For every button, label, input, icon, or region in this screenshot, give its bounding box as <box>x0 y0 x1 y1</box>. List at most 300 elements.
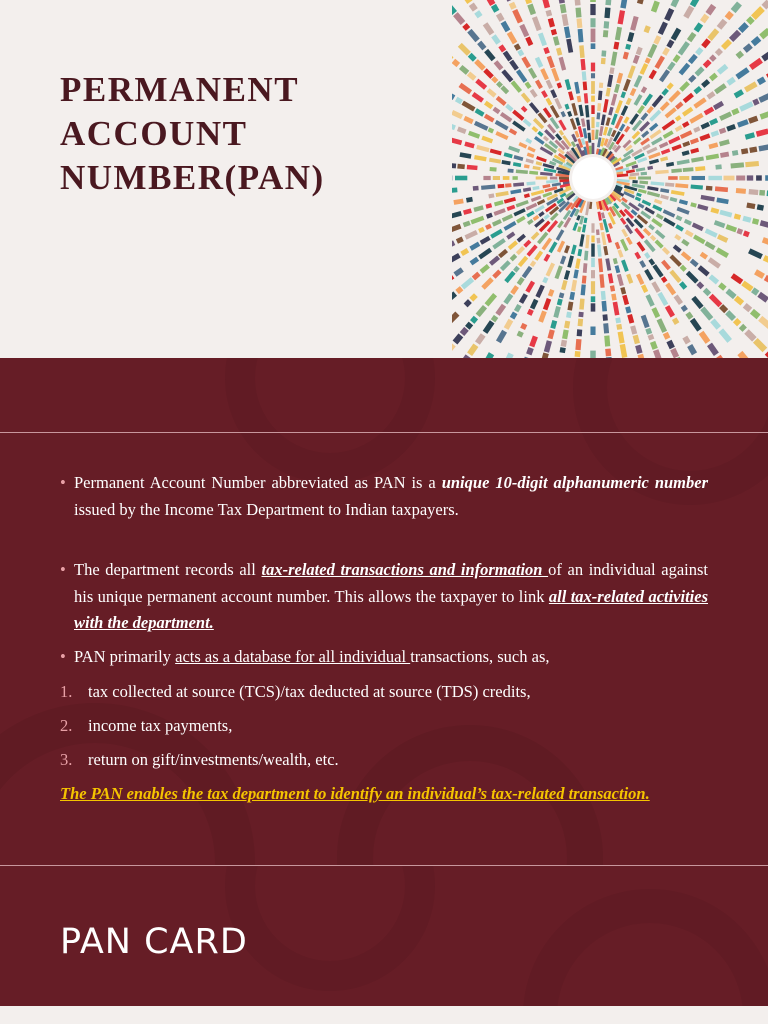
mosaic-tile <box>517 217 525 222</box>
emphasis-text: unique 10-digit alphanumeric number <box>441 473 709 492</box>
mosaic-tile <box>696 24 701 31</box>
mosaic-tile <box>547 99 551 105</box>
mosaic-tile <box>727 126 735 129</box>
mosaic-tile <box>471 4 475 10</box>
bullet-text <box>60 557 708 637</box>
mosaic-tile <box>709 145 718 147</box>
mosaic-tile <box>536 252 542 260</box>
mosaic-tile <box>705 109 713 114</box>
text-run: of an individual against his unique permanent account number. This allows the taxpayer to link <box>74 560 709 606</box>
mosaic-tile <box>452 190 457 191</box>
mosaic-tile <box>608 349 609 356</box>
mosaic-tile <box>659 319 665 332</box>
mosaic-tile <box>731 165 744 166</box>
item-number: 3. <box>60 750 73 769</box>
mosaic-tile <box>505 185 511 186</box>
mosaic-tile <box>586 93 587 103</box>
mosaic-tile <box>458 166 465 167</box>
mosaic-tile <box>529 348 531 354</box>
mosaic-tile <box>581 45 582 57</box>
mosaic-tile <box>581 216 583 224</box>
mosaic-tile <box>577 118 579 126</box>
mosaic-tile <box>517 247 523 253</box>
mosaic-tile <box>579 96 580 102</box>
mosaic-tile <box>545 255 549 261</box>
mosaic-tile <box>758 79 764 83</box>
numbered-item <box>60 747 708 774</box>
mosaic-tile <box>531 90 536 97</box>
mosaic-tile <box>665 333 668 339</box>
mosaic-tile <box>631 114 638 124</box>
mosaic-tile <box>667 9 672 20</box>
mosaic-tile <box>497 98 505 105</box>
mosaic-tile <box>536 163 542 165</box>
mosaic-tile <box>532 233 538 239</box>
mosaic-tile <box>509 33 515 44</box>
mosaic-tile <box>548 80 552 88</box>
mosaic-tile <box>676 217 681 219</box>
mosaic-tile <box>582 139 584 145</box>
emphasis-text: tax-related transactions and information <box>261 560 549 579</box>
mosaic-tile <box>735 92 743 96</box>
mosaic-tile <box>524 267 531 277</box>
mosaic-tile <box>494 271 500 277</box>
mosaic-tile <box>691 150 699 152</box>
mosaic-tile <box>676 103 682 108</box>
mosaic-tile <box>636 76 641 87</box>
mosaic-tile <box>494 109 499 113</box>
mosaic-tile <box>664 211 675 216</box>
mosaic-tile <box>617 175 628 176</box>
mosaic-tile <box>616 42 617 49</box>
mosaic-tile <box>583 59 584 70</box>
bullet-item <box>60 557 708 637</box>
mosaic-tile <box>652 138 662 144</box>
mosaic-tile <box>737 53 742 57</box>
mosaic-tile <box>494 210 505 214</box>
mosaic-tile <box>585 82 586 91</box>
mosaic-tile <box>516 202 528 206</box>
mosaic-tile <box>585 218 586 223</box>
mosaic-tile <box>477 12 480 17</box>
mosaic-tile <box>566 27 568 38</box>
mosaic-tile <box>710 344 717 354</box>
mosaic-tile <box>526 204 536 209</box>
mosaic-tile <box>479 229 484 231</box>
mosaic-tile <box>633 132 639 138</box>
mosaic-tile <box>682 241 688 245</box>
mosaic-tile <box>612 286 613 292</box>
mosaic-tile <box>462 329 467 334</box>
mosaic-tile <box>467 324 471 328</box>
mosaic-tile <box>561 293 562 298</box>
mosaic-tile <box>585 263 586 273</box>
mosaic-tile <box>597 202 598 210</box>
mosaic-tile <box>562 4 564 13</box>
mosaic-tile <box>551 214 557 220</box>
mosaic-tile <box>577 259 579 269</box>
mosaic-tile <box>465 0 470 2</box>
mosaic-tile <box>760 95 768 100</box>
mosaic-tile <box>683 123 689 126</box>
mosaic-tile <box>735 320 739 324</box>
mosaic-tile <box>550 19 552 27</box>
mosaic-tile <box>703 40 708 47</box>
mosaic-tile <box>640 0 642 4</box>
mosaic-tile <box>733 4 739 12</box>
mosaic-tile <box>700 136 710 140</box>
mosaic-tile <box>515 10 521 22</box>
mosaic-tile <box>621 218 625 224</box>
title-slide <box>0 0 768 358</box>
mosaic-tile <box>549 56 553 67</box>
mosaic-tile <box>533 188 540 189</box>
mosaic-tile <box>694 236 704 242</box>
mosaic-tile <box>586 251 587 260</box>
mosaic-tile <box>632 89 635 96</box>
mosaic-tile <box>660 293 667 305</box>
mosaic-tile <box>495 202 504 204</box>
mosaic-tile <box>689 34 694 41</box>
mosaic-tile <box>511 3 514 9</box>
mosaic-tile <box>737 231 742 233</box>
mosaic-tile <box>578 216 580 221</box>
mosaic-tile <box>628 274 631 283</box>
mosaic-tile <box>727 312 734 319</box>
mosaic-tile <box>606 21 607 28</box>
mosaic-tile <box>701 197 715 199</box>
mosaic-tile <box>611 68 612 74</box>
mosaic-tile <box>524 120 531 125</box>
mosaic-tile <box>648 295 653 306</box>
mosaic-tile <box>535 219 544 226</box>
mosaic-tile <box>669 341 672 348</box>
mosaic-tile <box>503 22 508 31</box>
mosaic-tile <box>675 236 680 239</box>
mosaic-tile <box>613 94 616 105</box>
mosaic-tile <box>496 122 508 129</box>
mosaic-tile <box>548 125 555 133</box>
mosaic-tile <box>661 71 668 81</box>
mosaic-tile <box>526 83 530 88</box>
mosaic-tile <box>648 107 653 112</box>
mosaic-tile <box>477 81 486 88</box>
mosaic-tile <box>527 154 534 156</box>
mosaic-tile <box>485 322 492 332</box>
mosaic-tile <box>695 88 701 93</box>
mosaic-tile <box>471 295 476 300</box>
mosaic-tile <box>461 67 468 73</box>
mosaic-tile <box>635 198 640 200</box>
mosaic-tile <box>673 29 679 39</box>
mosaic-tile <box>681 83 688 90</box>
mosaic-tile <box>496 193 509 195</box>
mosaic-tile <box>715 189 728 190</box>
mosaic-tile <box>760 318 768 327</box>
mosaic-tile <box>651 111 660 120</box>
mosaic-tile <box>493 78 497 82</box>
item-text: income tax payments, <box>88 716 233 735</box>
bullet-marker: • <box>60 560 66 579</box>
item-text: return on gift/investments/wealth, etc. <box>88 750 339 769</box>
mosaic-tile <box>599 103 600 111</box>
text-run: transactions, such as, <box>410 647 550 666</box>
mosaic-tile <box>744 233 749 235</box>
mosaic-tile <box>550 242 556 252</box>
mosaic-tile <box>599 212 601 221</box>
mosaic-tile <box>477 335 483 343</box>
mosaic-tile <box>759 294 767 300</box>
mosaic-tile <box>475 123 488 129</box>
mosaic-tile <box>615 258 616 263</box>
mosaic-tile <box>556 266 561 278</box>
mosaic-tile <box>467 167 478 168</box>
mosaic-tile <box>453 61 458 65</box>
text-run: The department records all <box>74 560 262 579</box>
mosaic-tile <box>674 246 680 251</box>
mosaic-tile <box>465 144 474 147</box>
mosaic-tile <box>580 319 581 326</box>
mosaic-tile <box>463 103 475 110</box>
mosaic-tile <box>698 283 702 287</box>
mosaic-tile <box>604 219 607 232</box>
mosaic-tile <box>562 256 565 264</box>
mosaic-tile <box>598 238 599 243</box>
mosaic-tile <box>489 160 500 162</box>
mosaic-tile <box>590 146 591 154</box>
mosaic-tile <box>715 222 725 226</box>
mosaic-tile <box>630 315 632 323</box>
mosaic-tile <box>641 261 644 267</box>
mosaic-tile <box>596 130 597 140</box>
mosaic-tile <box>537 58 541 67</box>
mosaic-tile <box>681 266 685 270</box>
mosaic-tile <box>726 227 736 231</box>
mosaic-tile <box>714 103 723 108</box>
mosaic-tile <box>685 337 689 343</box>
mosaic-tile <box>608 0 609 5</box>
mosaic-tile <box>738 122 748 126</box>
mosaic-tile <box>479 42 484 48</box>
mosaic-tile <box>636 169 645 171</box>
mosaic-tile <box>764 2 768 7</box>
mosaic-tile <box>666 109 676 117</box>
mosaic-tile <box>683 143 690 145</box>
mosaic-tile <box>618 73 621 83</box>
mosaic-tile <box>553 30 554 35</box>
mosaic-tile <box>480 250 491 258</box>
mosaic-tile <box>510 130 516 134</box>
mosaic-tile <box>616 84 618 92</box>
mosaic-tile <box>656 231 664 238</box>
mosaic-tile <box>667 284 674 294</box>
mosaic-tile <box>540 173 552 174</box>
mosaic-tile <box>749 251 762 257</box>
mosaic-tile <box>679 201 687 203</box>
mosaic-tile <box>660 190 669 192</box>
mosaic-tile <box>676 296 681 304</box>
mosaic-tile <box>681 132 692 137</box>
mosaic-tile <box>623 229 627 236</box>
mosaic-tile <box>695 99 706 107</box>
mosaic-tile <box>567 321 568 328</box>
mosaic-tile <box>719 21 725 28</box>
mosaic-tile <box>511 255 516 259</box>
mosaic-tile <box>638 204 643 207</box>
mosaic-tile <box>516 305 519 311</box>
numbered-item <box>60 679 708 706</box>
mosaic-tile <box>757 207 763 208</box>
mosaic-tile <box>647 58 649 63</box>
mosaic-tile <box>731 32 739 40</box>
mosaic-tile <box>539 213 544 216</box>
mosaic-tile <box>628 307 630 313</box>
mosaic-tile <box>723 41 730 48</box>
mosaic-tile <box>543 186 551 187</box>
mosaic-tile <box>753 221 759 223</box>
mosaic-tile <box>686 232 693 236</box>
mosaic-tile <box>638 48 641 55</box>
mosaic-tile <box>649 160 658 163</box>
mosaic-tile <box>644 229 650 235</box>
mosaic-tile <box>661 196 669 198</box>
mosaic-tile <box>701 332 708 342</box>
mosaic-tile <box>745 84 756 90</box>
mosaic-tile <box>613 294 614 300</box>
mosaic-tile <box>743 283 752 289</box>
mosaic-tile <box>693 298 701 308</box>
mosaic-tile <box>486 51 494 60</box>
mosaic-tile <box>706 156 719 158</box>
mosaic-tile <box>516 171 528 172</box>
mosaic-tile <box>732 152 738 153</box>
mosaic-tile <box>568 312 569 318</box>
mosaic-tile <box>481 238 490 243</box>
mosaic-tile <box>635 220 643 228</box>
mosaic-tile <box>673 349 677 357</box>
mosaic-tile <box>654 2 658 12</box>
mosaic-tile <box>643 285 646 292</box>
mosaic-tile <box>657 57 664 68</box>
mosaic-tile <box>705 290 710 295</box>
mosaic-tile <box>650 124 657 130</box>
mosaic-tile <box>583 225 584 233</box>
mosaic-tile <box>524 166 529 167</box>
radial-mosaic-artwork <box>452 0 768 358</box>
mosaic-tile <box>603 58 604 64</box>
mosaic-tile <box>653 282 658 291</box>
underlined-text: acts as a database for all individual <box>175 647 411 666</box>
mosaic-tile <box>620 11 622 25</box>
mosaic-tile <box>745 135 754 137</box>
mosaic-tile <box>665 184 674 185</box>
mosaic-tile <box>607 88 609 96</box>
slide-title <box>60 68 430 200</box>
mosaic-tile <box>584 71 585 80</box>
mosaic-tile <box>712 320 718 328</box>
mosaic-tile <box>512 82 520 92</box>
mosaic-tile <box>509 147 520 151</box>
mosaic-tile <box>579 249 580 256</box>
mosaic-tile <box>557 230 563 240</box>
mosaic-tile <box>452 93 454 97</box>
mosaic-tile <box>522 25 527 36</box>
mosaic-tile <box>598 138 600 148</box>
mosaic-tile <box>486 205 492 207</box>
mosaic-tile <box>543 165 554 168</box>
mosaic-tile <box>507 105 513 110</box>
mosaic-tile <box>473 274 479 279</box>
mosaic-tile <box>676 127 682 130</box>
mosaic-tile <box>694 128 700 131</box>
mosaic-tile <box>647 148 657 152</box>
mosaic-tile <box>511 61 517 69</box>
mosaic-tile <box>630 174 639 175</box>
mosaic-tile <box>528 148 535 151</box>
mosaic-tile <box>464 211 472 213</box>
mosaic-tile <box>642 114 647 120</box>
mosaic-tile <box>527 183 536 184</box>
mosaic-tile <box>711 75 717 80</box>
mosaic-tile <box>720 142 730 145</box>
mosaic-tile <box>471 244 480 249</box>
mosaic-tile <box>607 259 609 271</box>
mosaic-tile <box>546 48 548 54</box>
mosaic-tile <box>488 90 495 96</box>
mosaic-tile <box>543 193 552 196</box>
mosaic-tile <box>556 175 570 176</box>
mosaic-tile <box>706 188 712 189</box>
mosaic-tile <box>613 52 615 66</box>
mosaic-tile <box>625 117 628 123</box>
mosaic-tile <box>455 335 461 342</box>
mosaic-tile <box>628 44 629 49</box>
mosaic-tile <box>587 235 588 248</box>
mosaic-tile <box>502 262 510 270</box>
mosaic-tile <box>639 106 644 113</box>
mosaic-tile <box>732 110 738 113</box>
mosaic-tile <box>688 313 692 318</box>
mosaic-tile <box>473 94 483 101</box>
mosaic-tile <box>720 114 731 119</box>
mosaic-tile <box>556 307 559 318</box>
mosaic-tile <box>692 0 698 6</box>
mosaic-tile <box>534 119 543 128</box>
mosaic-tile <box>635 56 638 64</box>
mosaic-tile <box>602 138 604 146</box>
mosaic-tile <box>605 30 606 37</box>
mosaic-tile <box>602 213 604 219</box>
mosaic-tile <box>653 206 662 210</box>
mosaic-tile <box>580 105 582 116</box>
mosaic-tile <box>476 110 484 114</box>
mosaic-tile <box>489 195 494 196</box>
mosaic-tile <box>498 83 502 87</box>
mosaic-tile <box>636 253 639 259</box>
mosaic-tile <box>671 192 684 194</box>
mosaic-tile <box>523 324 525 329</box>
mosaic-tile <box>623 260 627 271</box>
mosaic-tile <box>650 335 652 340</box>
mosaic-tile <box>546 181 558 182</box>
mosaic-tile <box>619 250 622 257</box>
mosaic-tile <box>693 225 703 230</box>
mosaic-tile <box>528 220 533 223</box>
mosaic-tile <box>690 346 695 354</box>
mosaic-tile <box>710 120 717 123</box>
mosaic-tile <box>543 239 551 250</box>
mosaic-tile <box>740 24 747 31</box>
